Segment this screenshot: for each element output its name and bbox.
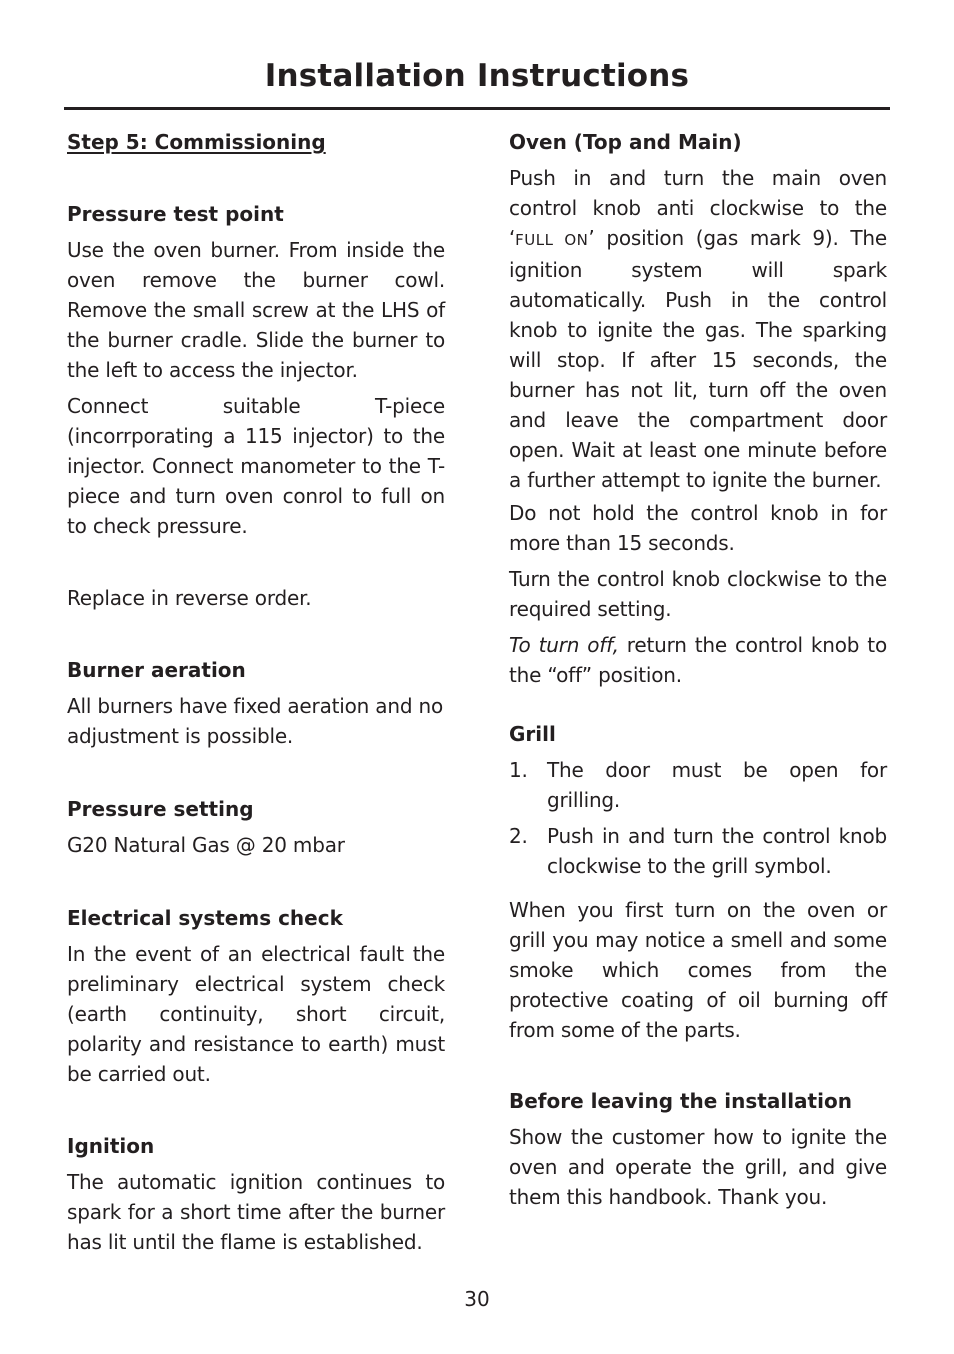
pressure-test-paragraph-2: Connect suitable T-piece (incorrporating a 115 injector) to the injector. Connect manometer to the T-piece and turn oven conrol to full on to check pressure.: [67, 394, 445, 538]
oven-paragraph-3: Turn the control knob clockwise to the required setting.: [509, 567, 887, 621]
pressure-setting-heading: Pressure setting: [67, 797, 254, 821]
grill-note: When you first turn on the oven or grill you may notice a smell and some smoke which comes from the protective coating of oil burning off from some of the parts.: [509, 898, 887, 1042]
list-item-text: Push in and turn the control knob clockwise to the grill symbol.: [547, 824, 887, 878]
oven-paragraph-4: To turn off, return the control knob to the “off” position.: [509, 633, 887, 687]
list-item-number: 1.: [509, 758, 528, 782]
step-heading: Step 5: Commissioning: [67, 130, 326, 154]
before-leaving-heading: Before leaving the installation: [509, 1089, 852, 1113]
full-on-label: FULL ON: [515, 231, 589, 249]
burner-aeration-text: All burners have fixed aeration and no adjustment is possible.: [67, 694, 443, 748]
list-item: [509, 821, 887, 881]
ignition-text: The automatic ignition continues to spark for a short time after the burner has lit until the flame is established.: [67, 1170, 445, 1254]
oven-paragraph-2: Do not hold the control knob in for more than 15 seconds.: [509, 501, 887, 555]
before-leaving-text: Show the customer how to ignite the oven and operate the grill, and give them this handbook. Thank you.: [509, 1125, 887, 1209]
burner-aeration-heading: Burner aeration: [67, 658, 246, 682]
oven-heading: Oven (Top and Main): [509, 130, 742, 154]
list-item-text: The door must be open for grilling.: [547, 758, 887, 812]
title-divider: [64, 107, 890, 110]
pressure-setting-text: G20 Natural Gas @ 20 mbar: [67, 833, 345, 857]
ignition-heading: Ignition: [67, 1134, 155, 1158]
pressure-test-paragraph-1: Use the oven burner. From inside the oven remove the burner cowl. Remove the small screw at the LHS of the burner cradle. Slide the burner to the left to access the injector.: [67, 238, 445, 382]
grill-heading: Grill: [509, 722, 556, 746]
pressure-test-paragraph-3: Replace in reverse order.: [67, 586, 312, 610]
list-item: [509, 755, 887, 815]
oven-paragraph-1: Push in and turn the main oven control knob anti clockwise to the ‘FULL ON’ position (gas mark 9). The ignition system will spark automatically. Push in the control knob to ignite the gas. The sparking will stop. If after 15 seconds, the burner has not lit, turn off the oven and leave the compartment door open. Wait at least one minute before a further attempt to ignite the burner.: [509, 166, 888, 492]
page-number: 30: [464, 1287, 490, 1311]
electrical-check-heading: Electrical systems check: [67, 906, 343, 930]
pressure-test-heading: Pressure test point: [67, 202, 284, 226]
page-title: Installation Instructions: [264, 58, 690, 94]
list-item-number: 2.: [509, 824, 528, 848]
electrical-check-text: In the event of an electrical fault the preliminary electrical system check (earth continuity, short circuit, polarity and resistance to earth) must be carried out.: [67, 942, 445, 1086]
